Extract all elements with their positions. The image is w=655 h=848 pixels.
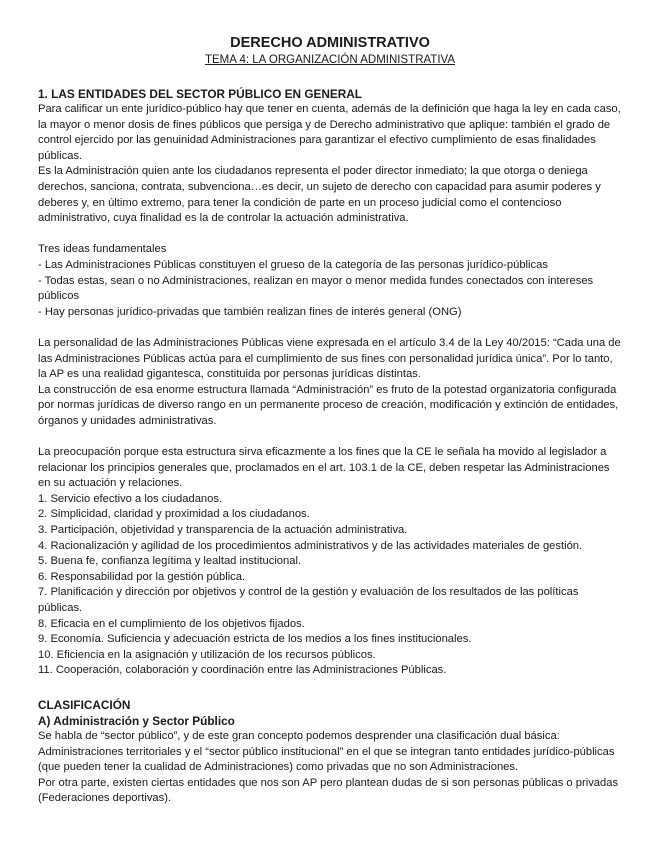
principle-item: 10. Eficiencia en la asignación y utilización de los recursos públicos. — [38, 648, 376, 661]
principle-item: 11. Cooperación, colaboración y coordinación entre las Administraciones Públicas. — [38, 664, 447, 677]
section-1-heading: 1. LAS ENTIDADES DEL SECTOR PÚBLICO EN GENERAL — [38, 87, 363, 101]
section-1-paragraph-3: La personalidad de las Administraciones Públicas viene expresada en el artículo 3.4 de la Ley 40/2015: “Cada una de las Administraciones Públicas actúa para el cumplimiento de sus fines con personalidad jurídica única”. Por lo tanto, la AP es una realidad gigantesca, constituida por personas jurídicas distintas. — [38, 336, 621, 381]
principle-item: 7. Planificación y dirección por objetivos y control de la gestión y evaluación de los resultados de las políticas públicas. — [38, 586, 579, 614]
clasificacion-subheading: A) Administración y Sector Público — [38, 713, 235, 728]
clasificacion-paragraph-2: Por otra parte, existen ciertas entidades que nos son AP pero plantean dudas de si son personas públicas o privadas (Federaciones deportivas). — [38, 776, 619, 805]
spacer — [38, 227, 622, 243]
clasificacion-heading: CLASIFICACIÓN — [38, 697, 131, 712]
idea-item: - Las Administraciones Públicas constituyen el grueso de la categoría de las personas jurídico-públicas — [38, 258, 548, 271]
principle-item: 8. Eficacia en el cumplimiento de los objetivos fijados. — [38, 617, 305, 630]
principle-item: 5. Buena fe, confianza legítima y lealtad institucional. — [38, 555, 302, 568]
principle-item: 4. Racionalización y agilidad de los procedimientos administrativos y de las actividades materiales de gestión. — [38, 539, 583, 552]
ideas-intro: Tres ideas fundamentales — [38, 243, 167, 256]
principle-item: 2. Simplicidad, claridad y proximidad a los ciudadanos. — [38, 508, 310, 521]
clasificacion-paragraph-1: Se habla de “sector público”, y de este gran concepto podemos desprender una clasificación dual básica: Administraciones territoriales y el “sector público institucional” en el que se integran tanto entidades jurídico-públicas (que pueden tener la cualidad de Administraciones) como privadas que no son Administraciones. — [38, 729, 615, 774]
document-page — [38, 34, 622, 807]
section-1-paragraph-5: La preocupación porque esta estructura sirva eficazmente a los fines que la CE le señala ha movido al legislador a relacionar los principios generales que, proclamados en el art. 103.1 de la CE, deben respetar las Administraciones en su actuación y relaciones. — [38, 446, 610, 490]
section-1-paragraph-1: Para calificar un ente jurídico-público hay que tener en cuenta, además de la definición que haga la ley en cada caso, la mayor o menor dosis de fines públicos que persiga y de Derecho administrativo que aplique: también el grado de control ejercido por las genuinidad Administraciones para garantizar el efectivo cumplimiento de esas finalidades públicas. — [38, 103, 621, 162]
document-subtitle: TEMA 4: LA ORGANIZACIÓN ADMINISTRATIVA — [204, 54, 456, 66]
section-1-paragraph-4: La construcción de esa enorme estructura llamada “Administración” es fruto de la potestad organizatoria configurada por normas jurídicas de diverso rango en un permanente proceso de creación, modificación y extinción de entidades, órganos y unidades administrativas. — [38, 383, 619, 427]
document-title: DERECHO ADMINISTRATIVO — [230, 35, 430, 51]
principle-item: 9. Economía. Suficiencia y adecuación estricta de los medios a los fines institucionales. — [38, 633, 472, 646]
principle-item: 6. Responsabilidad por la gestión pública. — [38, 570, 246, 583]
principle-item: 1. Servicio efectivo a los ciudadanos. — [38, 492, 223, 505]
section-1-paragraph-2: Es la Administración quien ante los ciudadanos representa el poder director inmediato; la que otorga o deniega derechos, sanciona, contrata, subvenciona…es decir, un sujeto de derecho con capacidad para asumir poderes y deberes y, en último extremo, para tener la condición de parte en un proceso judicial como el contencioso administrativo, cuya finalidad es la de controlar la actuación administrativa. — [38, 165, 601, 225]
idea-item: - Todas estas, sean o no Administraciones, realizan en mayor o menor medida fundes conectados con intereses públicos — [38, 274, 594, 303]
spacer — [38, 320, 622, 336]
principle-item: 3. Participación, objetividad y transparencia de la actuación administrativa. — [38, 524, 408, 537]
spacer — [38, 429, 622, 445]
idea-item: - Hay personas jurídico-privadas que también realizan fines de interés general (ONG) — [38, 305, 462, 318]
